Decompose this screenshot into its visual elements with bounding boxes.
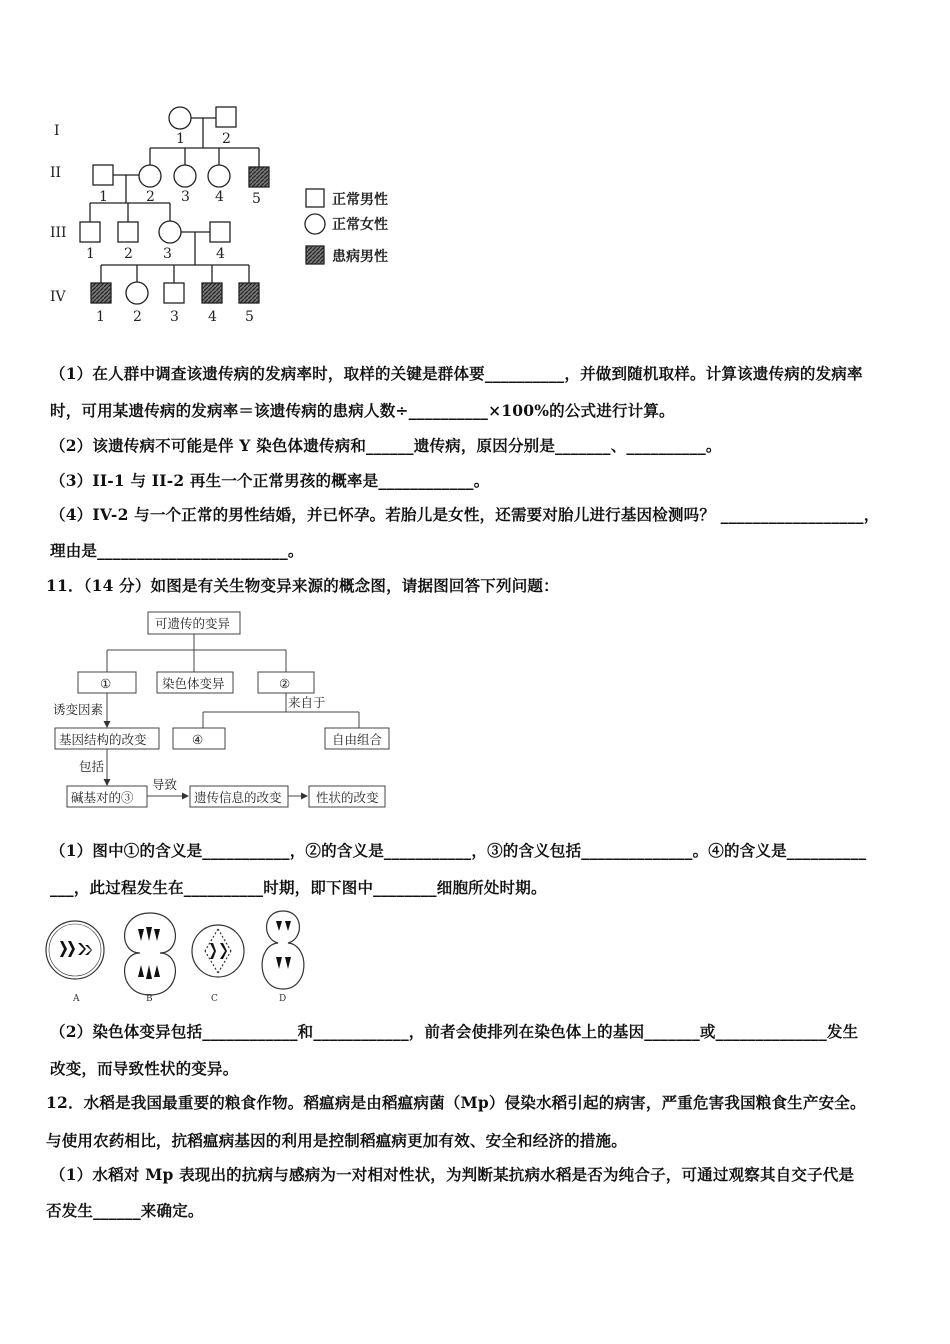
box-trait-change-text: 性状的改变 xyxy=(316,790,379,805)
gen3-male-2 xyxy=(118,222,138,242)
gen3-male-4 xyxy=(210,222,230,242)
concept-map xyxy=(45,605,405,815)
legend-female-symbol xyxy=(305,214,325,234)
gen1-female xyxy=(169,107,191,129)
label-mutagen: 诱变因素 xyxy=(53,702,104,717)
gen4-num: 4 xyxy=(208,309,217,325)
cell-b xyxy=(125,913,176,995)
gen2-female-3 xyxy=(174,165,196,187)
gen4-num: 1 xyxy=(96,309,105,325)
gen2-affected-male-5 xyxy=(249,167,269,187)
label-from: 来自于 xyxy=(288,695,326,710)
box-heritable-variation-text: 可遗传的变异 xyxy=(155,616,231,631)
gen4-affected-male-4 xyxy=(202,283,222,303)
gen2-num: 5 xyxy=(252,191,261,207)
gen1-num: 1 xyxy=(176,131,185,147)
cell-a xyxy=(46,921,104,979)
box-free-combination-text: 自由组合 xyxy=(332,732,383,747)
gen4-affected-male-5 xyxy=(239,283,259,303)
legend-affected-symbol xyxy=(306,246,324,264)
gen4-male-3 xyxy=(164,283,184,303)
gen4-female-2 xyxy=(126,282,148,304)
q11-part2-line2: 改变，而导致性状的变异。 xyxy=(50,1059,239,1078)
cell-label-b: B xyxy=(146,994,153,1004)
gen3-num: 3 xyxy=(163,246,172,262)
q10-part3: （3）II-1 与 II-2 再生一个正常男孩的概率是____________。 xyxy=(50,471,490,490)
gen2-female-2 xyxy=(139,165,161,187)
q10-part4-line2: 理由是________________________。 xyxy=(50,541,304,560)
gen1-male xyxy=(216,107,236,127)
cell-label-d: D xyxy=(279,994,287,1004)
legend-label: 正常女性 xyxy=(332,217,388,233)
gen4-num: 5 xyxy=(245,309,254,325)
cell-division-figure xyxy=(40,905,350,1007)
box-4-text: ④ xyxy=(192,732,204,747)
q12-intro-line1: 12．水稻是我国最重要的粮食作物。稻瘟病是由稻瘟病菌（Mp）侵染水稻引起的病害，严重危害我国粮食生产安全。 xyxy=(46,1093,866,1112)
gen3-male-1 xyxy=(80,222,100,242)
gen2-num: 4 xyxy=(215,189,224,205)
q10-part1-line2: 时，可用某遗传病的发病率＝该遗传病的患病人数÷__________×100%的公式进行计算。 xyxy=(50,401,675,420)
q10-part4-line1: （4）IV-2 与一个正常的男性结婚，并已怀孕。若胎儿是女性，还需要对胎儿进行基因检测吗？ __________________， xyxy=(50,505,880,524)
pedigree-figure xyxy=(40,95,420,335)
q11-part2-line1: （2）染色体变异包括____________和____________，前者会使排列在染色体上的基因_______或______________发生 xyxy=(50,1022,859,1041)
gen-label-1: I xyxy=(54,123,60,139)
cell-d xyxy=(262,911,304,989)
gen-label-4: IV xyxy=(50,289,66,305)
gen-label-2: II xyxy=(50,165,62,181)
box-base-pair-text: 碱基对的③ xyxy=(71,790,134,805)
cell-label-a: A xyxy=(73,994,80,1004)
legend-male-symbol xyxy=(306,189,324,207)
gen2-num: 3 xyxy=(181,189,190,205)
gen2-female-4 xyxy=(208,165,230,187)
legend-label: 正常男性 xyxy=(332,192,388,208)
gen2-num: 2 xyxy=(146,189,155,205)
cell-c xyxy=(192,925,244,977)
gen2-male-1 xyxy=(93,165,113,185)
box-1-text: ① xyxy=(100,676,112,691)
q10-part2: （2）该遗传病不可能是伴 Y 染色体遗传病和______遗传病，原因分别是_______、__________。 xyxy=(50,436,722,455)
gen4-num: 2 xyxy=(133,309,142,325)
label-include: 包括 xyxy=(79,759,105,774)
q12-part1-line1: （1）水稻对 Mp 表现出的抗病与感病为一对相对性状，为判断某抗病水稻是否为纯合子，可通过观察其自交子代是 xyxy=(50,1165,855,1184)
gen-label-3: III xyxy=(50,225,67,241)
q11-part1-line1: （1）图中①的含义是___________，②的含义是___________，③的含义包括______________。④的含义是__________ xyxy=(50,841,867,860)
q11-title: 11．（14 分）如图是有关生物变异来源的概念图，请据图回答下列问题： xyxy=(46,576,559,595)
gen1-num: 2 xyxy=(222,131,231,147)
box-chromosome-variation-text: 染色体变异 xyxy=(162,676,225,691)
cell-label-c: C xyxy=(211,994,218,1004)
q11-part1-line2: ___，此过程发生在__________时期，即下图中________细胞所处时期。 xyxy=(50,878,547,897)
box-2-text: ② xyxy=(279,676,291,691)
label-lead-to: 导致 xyxy=(152,777,178,792)
gen2-num: 1 xyxy=(99,189,108,205)
box-gene-structure-text: 基因结构的改变 xyxy=(59,732,147,747)
gen3-num: 1 xyxy=(86,246,95,262)
gen4-affected-male-1 xyxy=(91,283,111,303)
gen3-num: 2 xyxy=(124,246,133,262)
q12-part1-line2: 否发生______来确定。 xyxy=(46,1201,204,1220)
legend-label: 患病男性 xyxy=(332,249,388,265)
q10-part1-line1: （1）在人群中调查该遗传病的发病率时，取样的关键是群体要__________，并做到随机取样。计算该遗传病的发病率 xyxy=(50,364,863,383)
gen3-num: 4 xyxy=(216,246,225,262)
q12-intro-line2: 与使用农药相比，抗稻瘟病基因的利用是控制稻瘟病更加有效、安全和经济的措施。 xyxy=(46,1131,627,1150)
gen4-num: 3 xyxy=(170,309,179,325)
box-genetic-info-text: 遗传信息的改变 xyxy=(194,790,282,805)
gen3-female-3 xyxy=(159,221,181,243)
